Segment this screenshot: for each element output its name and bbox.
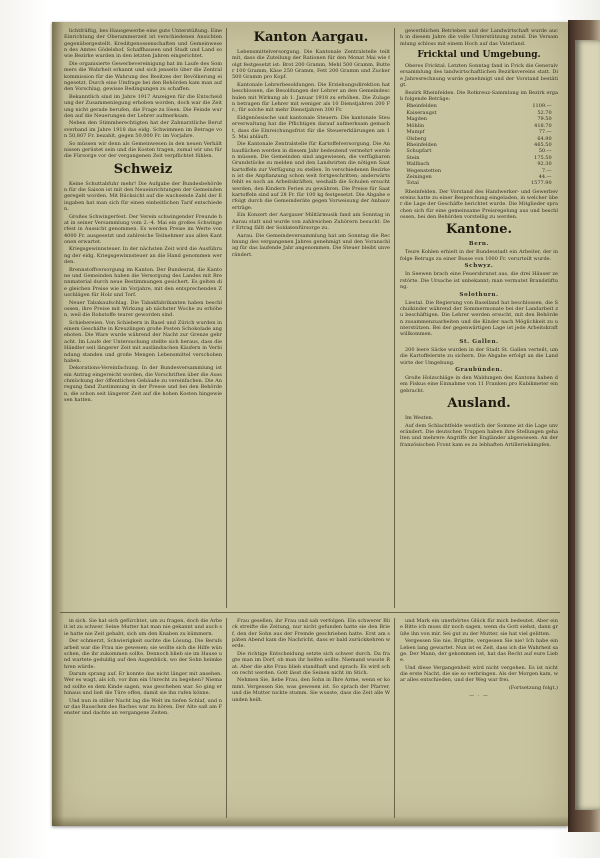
- amount-cell: 1577.90: [530, 180, 552, 187]
- article-paragraph: Ein Konzert der Aargauer Militärmusik fand am Sonntag in Aarau statt und wurde von zahlreichen Zuhörern besucht. Der Ertrag fällt der Soldatenfürsorge zu.: [232, 212, 390, 232]
- amount-cell: 50.—: [538, 148, 552, 155]
- article-paragraph: Kantonale Lehrerbesoldungen. Die Erziehungsdirektion hat beschlossen, die Besoldungen der Lehrer an den Gemeindeschulen mit Wirkung ab 1. Januar 1918 zu erhöhen. Die Zulagen betragen für Lehrer mit weniger als 10 Dienstjahren 200 Fr., für solche mit mehr Dienstjahren 300 Fr.: [232, 81, 390, 114]
- section-heading-fricktal: Fricktal und Umgebung.: [417, 50, 541, 61]
- article-paragraph: So müssen wir denn als Gemeinwesen in den neuen Verhältnissen gerüstet sein und die Kosten tragen, zumal wir uns für die Fürsorge vor der vergangenen Zeit verpflichtet fühlen.: [64, 140, 222, 160]
- canton-heading: St. Gallen.: [459, 338, 499, 345]
- article-paragraph: Liestal. Die Regierung von Baselland hat beschlossen, die Schulkinder während der Sommermonate bei der Landarbeit zu beschäftigen. Die Lehrer werden ersucht, mit den Behörden zusammenzuarbeiten und die Kinder nach Möglichkeit zu unterstützen. Bei der gegenwärtigen Lage ist jede Arbeitskraft willkommen.: [400, 299, 558, 338]
- section-heading-kantone: Kantone.: [445, 222, 513, 238]
- story-paragraph: Die richtige Entscheidung setzte sich schwer durch. Da fragte man im Dorf, ob man ihr helfen sollte. Niemand wusste Rat. Aber die alte Frau blieb standhaft und sprach: Es wird schon recht werden. Gott lässt die Seinen nicht im Stich.: [232, 650, 390, 676]
- article-paragraph: Die organisierte Gewerbevereinigung hat im Laufe des Sommers die Wahrheit erkannt und sich jenseits über die Zentralkommission für die Wahrung des Besitzes der Bevölkerung eingesetzt. Durch eine Umfrage bei den Behörden kam man auf den Vorschlag, gewisse Bedingungen zu schaffen.: [64, 60, 222, 93]
- kantone-list: [400, 241, 558, 394]
- canton-heading: Schwyz.: [464, 263, 494, 270]
- story-paragraph: Frau gesellen, ihr Frau und sah verfolgen. Ein schwerer Blick streifte die Zeitung, nur nicht gefunden hatte sie den Brief, den der Sohn aus der Fremde geschrieben hatte. Erst am späten Abend kam die Nachricht, dass er bald zurückkehren werde.: [232, 618, 390, 650]
- story-paragraph: in sich. Sie hat sich gefürchtet, um zu fragen, doch die Arbeit ist zu schwer. Seine Mutter hat man nie gekannt und auch sie hatte nie Zeit gehabt, sich um den Knaben zu kümmern.: [64, 618, 222, 637]
- article-paragraph: Kriegsgewinnsteuer. In der nächsten Zeit wird die Ausführung der eidg. Kriegsgewinnsteuer an die Hand genommen werden.: [64, 246, 222, 266]
- place-cell: Rheinfelden: [406, 103, 437, 110]
- story-paragraph: Darum sprang auf. Er konnte das nicht länger mit ansehen. Wer es wagt, als ich, vor ihm ein Unrecht zu begehen? Niemand sollte es dem Kinde sagen, was geschehen war. So ging er hinaus und ließ die Türe offen, damit sie ihn rufen könne.: [64, 671, 222, 697]
- article-paragraph: Lebensmittelversorgung. Die Kantonale Zentralstelle teilt mit, dass die Zuteilung der Rationen für den Monat Mai wie folgt festgesetzt ist: Brot 200 Gramm, Mehl 500 Gramm, Butter 100 Gramm, Käse 250 Gramm, Fett 200 Gramm und Zucker 500 Gramm pro Kopf.: [232, 49, 390, 81]
- place-cell: Total: [406, 180, 419, 187]
- amount-cell: 92.30: [537, 161, 552, 168]
- story-paragraph: Und diese Vergangenheit wird nicht vergehen. Es ist nicht die erste Nacht, die sie so verbringen. Als der Morgen kam, war alles entschieden, und der Weg war frei.: [400, 664, 558, 684]
- column-rule-1: [226, 28, 227, 608]
- bottom-rule-2: [394, 618, 395, 818]
- article-paragraph: Oberes Fricktal. Letzten Sonntag fand in Frick die Generalversammlung des landwirtschaftlichen Bezirksvereins statt. Die Jahresrechnung wurde genehmigt und der Vorstand bestätigt.: [400, 63, 558, 89]
- place-cell: Magden: [406, 116, 427, 123]
- canton-heading: Bern.: [468, 241, 490, 248]
- story-paragraph: Nehmen Sie, liebe Frau, den Sohn in Ihre Arme, wenn er kommt. Vergessen Sie, was gewesen ist. So sprach der Pfarrer, und die Mutter nickte stumm. Sie wusste, dass die Zeit alle Wunden heilt.: [232, 677, 390, 703]
- continuation-note: (Fortsetzung folgt.): [508, 685, 558, 691]
- section-heading-schweiz: Schweiz: [113, 161, 173, 177]
- section-heading-ausland: Ausland.: [447, 396, 511, 412]
- amount-cell: 1109.—: [532, 103, 552, 110]
- place-cell: Stein: [406, 154, 420, 161]
- feuilleton-middle: [232, 618, 390, 818]
- place-cell: Mumpf: [406, 129, 425, 136]
- amount-cell: 418.70: [534, 122, 552, 129]
- separator: — · —: [469, 692, 489, 699]
- canton-heading: Solothurn.: [459, 291, 499, 298]
- place-cell: Olsberg: [406, 135, 427, 142]
- amount-cell: 52.70: [537, 109, 552, 116]
- middle-column: [232, 28, 390, 608]
- amount-cell: 44.—: [538, 173, 552, 180]
- story-paragraph: Und nun in stiller Nacht lag die Welt im tiefen Schlaf, und nur das Rauschen des Baches war zu hören. Der Alte saß am Fenster und dachte an vergangene Zeiten.: [64, 697, 222, 717]
- article-paragraph: Brennstoffversorgung im Kanton. Der Bundesrat, die Kantone und Gemeinden haben die Versorgung des Landes mit Brennmaterial durch neue Bestimmungen gesichert. Es gelten die gleichen Preise wie im Vorjahre, mit den entsprechenden Zuschlägen für Holz und Torf.: [64, 266, 222, 299]
- article-paragraph: Großes Schwingerfest. Der Verein schwingender Freunde hat in seiner Versammlung vom 2.–4. Mai ein großes Schwingerfest in Aussicht genommen. Es werden Preise im Werte von 4000 Fr. ausgesetzt und zahlreiche Teilnehmer aus allen Kantonen erwartet.: [64, 213, 222, 245]
- story-paragraph: Der schmerzt, Schwierigkeit suchte die Lösung. Die Berufsarbeit war die Frau nie gewesen; sie wollte sich die Hilfe wünschen, die ihr zukommen sollte. Dennoch blieb sie im Hause und wartete geduldig auf den Augenblick, wo der Sohn heimkehren würde.: [64, 638, 222, 670]
- page-gutter-shadow: [52, 22, 64, 826]
- amount-cell: 465.50: [534, 141, 552, 148]
- article-paragraph: Eidgenössische und kantonale Steuern. Die kantonale Steuerverwaltung hat die Pflichtigen darauf aufmerksam gemacht, dass die Einreichungsfrist für die Steuererklärungen am 15. Mai abläuft.: [232, 114, 390, 140]
- place-cell: Zeiningen: [406, 173, 432, 180]
- feuilleton-right: [400, 618, 558, 818]
- amount-cell: 7.—: [541, 167, 552, 174]
- article-paragraph: In Seewen brach eine Feuersbrunst aus, die drei Häuser zerstörte. Die Ursache ist unbekannt; man vermutet Brandstiftung.: [400, 271, 558, 291]
- article-paragraph: Rheinfelden. Der Vorstand des Handwerker- und Gewerbevereins hatte zu einer Besprechung eingeladen, in welcher über die Lage der Geschäfte berichtet wurde. Die Mitglieder sprachen sich für eine gemeinsame Preisregelung aus und beschlossen, bei den Behörden vorstellig zu werden.: [400, 188, 558, 221]
- article-paragraph: Neuer Tabakaufschlag. Die Tabakfabrikanten haben beschlossen, ihre Preise mit Wirkung ab nächster Woche zu erhöhen, weil die Rohstoffe teurer geworden sind.: [64, 299, 222, 319]
- place-cell: Kaiseraugst: [406, 109, 437, 116]
- canton-heading: Graubünden.: [455, 367, 503, 374]
- place-cell: Schupfart: [406, 148, 432, 155]
- right-column: [400, 28, 558, 608]
- article-paragraph: Teure Kohlen erhielt in der Bundesstadt ein Arbeiter, der infolge Betrugs zu einer Busse von 1000 Fr. verurteilt wurde.: [400, 249, 558, 262]
- story-paragraph: Vergessen Sie nie, Brigitte, vergessen Sie nie! Ich habe ein Leben lang gewartet. Nun ist es Zeit, dass ich die Wahrheit sage. Der Mann, der gekommen ist, hat das Recht auf eure Liebe.: [400, 638, 558, 664]
- article-paragraph: Neben den Stimmberechtigten hat der Zahnarztliche Berufsverband im Jahre 1918 das eidg. Schwimmen im Betrage von 50,807 Fr. bezahlt, gegen 50,000 Fr. im Vorjahre.: [64, 120, 222, 140]
- story-paragraph: und Mark ein unerhörtes Glück für mich bedeutet. Aber eine Bitte ich muss dir noch sagen, wenn du Gott siehst, dann grüße ihn von mir. Sei gut zu der Mutter, sie hat viel gelitten.: [400, 618, 558, 637]
- place-cell: Möhlin: [406, 122, 425, 129]
- article-paragraph: lichtfräftig, bes Hausgewerbe eine gute Unterstüßung. Eine Einrichtung der Oberammerzeit ist verschiedenen Ansichten gegenübergestellt. Kreditgenossenschaften und Gemeinwesen des Amtes Gödelshof, Schaffhausen und Stadt und Land sowie Bezirke wurden in den letzten Jahren eingerichtet.: [64, 28, 222, 60]
- article-paragraph: Keine Schuttabfuhr mehr! Die Aufgabe der Bundesbehörden für die Saison ist mit den Neueinrichtungen der Gemeinden geregelt worden. Mit Rücksicht auf die wachsende Zahl der Eingaben hat man sich für einen einheitlichen Tarif entschieden.: [64, 180, 222, 212]
- article-paragraph: Schiebereien. Von Schiebern in Basel und Zürich wurden in einem Geschäfte in Kreuzlingen große Posten Schokolade angeboten. Die Ware wurde während der Nacht zur Grenze gebracht. Im Laufe der Untersuchung stellte sich heraus, dass die Händler seit längerer Zeit mit ausländischen Käufern in Verbindung standen und große Mengen Lebensmittel verschoben haben.: [64, 319, 222, 364]
- article-paragraph: Bezirk Rheinfelden. Die Rotkreuz-Sammlung im Bezirk ergab folgende Beträge:: [400, 89, 558, 102]
- column-rule-2: [394, 28, 395, 608]
- article-paragraph: Auf dem Schlachtfelde westlich der Somme ist die Lage unverändert. Die deutschen Truppen haben ihre Stellungen gehalten und mehrere Angriffe der Engländer abgewiesen. An der französischen Front kam es zu lebhaften Artilleriekämpfen.: [400, 422, 558, 448]
- amount-cell: 64.90: [537, 135, 552, 142]
- place-cell: Wegenstetten: [406, 167, 442, 174]
- feuilleton-rule: [60, 612, 560, 613]
- amount-cell: 175.50: [534, 154, 552, 161]
- left-column: [64, 28, 222, 608]
- article-paragraph: Aarau. Die Gemeindeversammlung hat am Sonntag die Rechnung des vergangenen Jahres genehmigt und den Voranschlag für das laufende Jahr angenommen. Die Steuer bleibt unverändert.: [232, 232, 390, 258]
- article-paragraph: Im Westen.: [405, 415, 434, 422]
- feuilleton-left: [64, 618, 222, 818]
- table-row: [406, 180, 551, 186]
- next-page-edge: [575, 40, 600, 810]
- newspaper-page: [52, 22, 568, 826]
- amount-cell: 79.50: [537, 116, 552, 123]
- place-cell: Rheinfelden: [406, 141, 437, 148]
- article-paragraph: gewerblichen Betrieben und der Landwirtschaft wurde auch in diesem Jahre die volle Unterstützung zuteil. Die Versammlung schloss mit einem Hoch auf das Vaterland.: [400, 28, 558, 47]
- place-cell: Wallbach: [406, 161, 430, 168]
- donation-table: [406, 103, 551, 186]
- article-paragraph: Bekanntlich sind im Jahre 1917 Anzeigen für die Entscheidung der Zusammenlegung erhoben worden, doch war die Zeitung nicht gerade berufen, die Frage zu lösen. Die Feinde wurden auf die Neuerungen der Lehrer aufmerksam.: [64, 93, 222, 119]
- section-heading-aargau: Kanton Aargau.: [253, 30, 369, 45]
- article-paragraph: 200 leere Säcke wurden in der Stadt St. Gallen verteilt, um die Kartoffelernte zu sichern. Die Abgabe erfolgt an die Landwirte der Umgebung.: [400, 346, 558, 366]
- article-paragraph: Die Kantonale Zentralstelle für Kartoffelversorgung. Die Anbauflächen werden in diesem Jahr bedeutend vermehrt werden müssen. Die Gemeinden sind angewiesen, die verfügbaren Grundstücke zu melden und den Landwirten die nötigen Saatkartoffeln zur Verfügung zu stellen. In verschiedenen Bezirken ist die Anpflanzung schon weit fortgeschritten; anderwärts fehlt es noch an Arbeitskräften, weshalb die Schulen ersucht werden, den Kindern Ferien zu gewähren. Die Preise für Saatkartoffeln sind auf 28 Fr. für 100 kg festgesetzt. Die Abgabe erfolgt durch die Gemeinderäte gegen Vorweisung der Anbauverträge.: [232, 141, 390, 211]
- article-paragraph: Große Holzschläge in den Waldungen des Kantons haben dem Fiskus eine Einnahme von 11 Franken pro Kubikmeter eingebracht.: [400, 375, 558, 394]
- amount-cell: 77.—: [538, 129, 552, 136]
- bottom-rule-1: [226, 618, 227, 818]
- article-paragraph: Dekorations-Vereinfachung. In der Bundesversammlung ist ein Antrag eingereicht worden, die Vorschriften über die Ausschmückung der öffentlichen Gebäude zu vereinfachen. Die Anregung fand Zustimmung in der Presse und bei den Behörden, die schon seit längerer Zeit auf die hohen Kosten hingewiesen hatten.: [64, 365, 222, 404]
